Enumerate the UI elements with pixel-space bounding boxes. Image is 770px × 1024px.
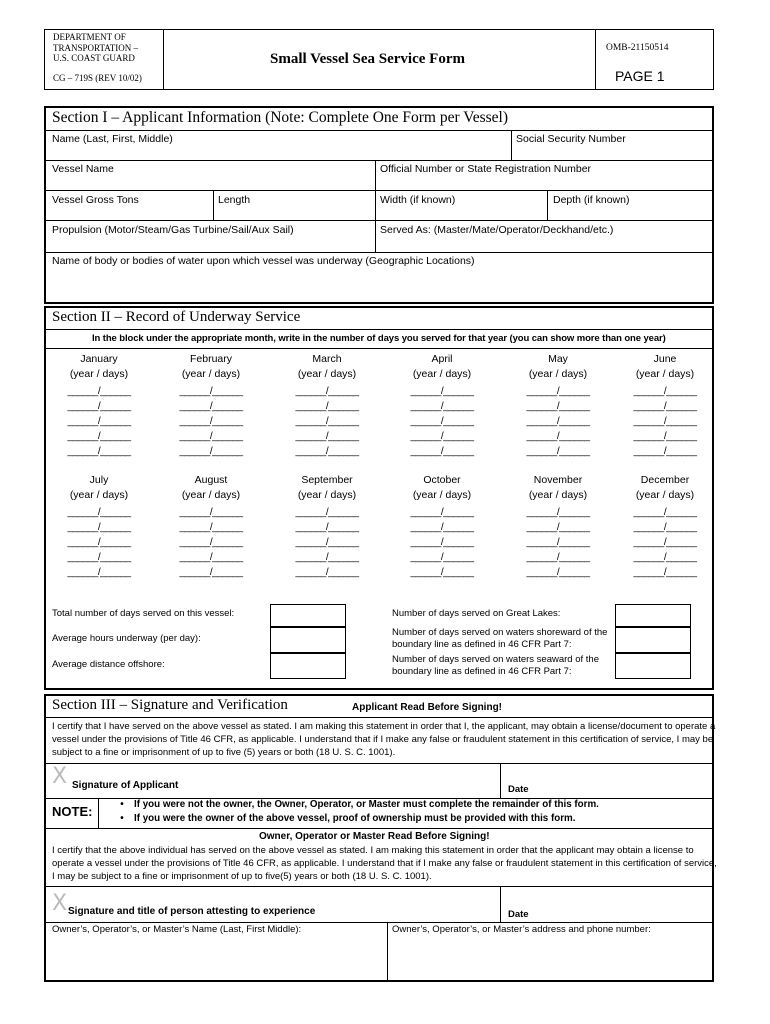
- year-days-entry[interactable]: ______/______: [633, 416, 697, 427]
- served-as-field[interactable]: Served As: (Master/Mate/Operator/Deckhand/etc.): [380, 224, 614, 236]
- month-name: December: [640, 474, 690, 486]
- waters-field[interactable]: Name of body or bodies of water upon which vessel was underway (Geographic Locations): [52, 255, 475, 267]
- avg-hours-label: Average hours underway (per day):: [52, 633, 201, 644]
- month-name: August: [194, 474, 228, 486]
- form-code: CG – 719S (REV 10/02): [53, 73, 142, 83]
- year-days-entry[interactable]: ______/______: [410, 386, 474, 397]
- note-item-2: • If you were the owner of the above vessel, proof of ownership must be provided with this form.: [110, 813, 575, 825]
- official-number-field[interactable]: Official Number or State Registration Number: [380, 163, 592, 175]
- year-days-entry[interactable]: ______/______: [179, 507, 243, 518]
- name-field[interactable]: Name (Last, First, Middle): [52, 133, 173, 145]
- month-block-may: [503, 352, 613, 459]
- year-days-entry[interactable]: ______/______: [67, 401, 131, 412]
- applicant-date-field[interactable]: Date: [508, 784, 529, 795]
- department-name: DEPARTMENT OF TRANSPORTATION – U.S. COAST GUARD: [53, 32, 138, 63]
- vessel-name-field[interactable]: Vessel Name: [52, 163, 114, 175]
- year-days-entry[interactable]: ______/______: [410, 522, 474, 533]
- year-days-entry[interactable]: ______/______: [633, 567, 697, 578]
- year-days-entry[interactable]: ______/______: [526, 431, 590, 442]
- year-days-entry[interactable]: ______/______: [410, 567, 474, 578]
- year-days-entry[interactable]: ______/______: [67, 567, 131, 578]
- month-block-october: [387, 473, 497, 580]
- propulsion-field[interactable]: Propulsion (Motor/Steam/Gas Turbine/Sail/Aux Sail): [52, 224, 294, 236]
- year-days-entry[interactable]: ______/______: [179, 401, 243, 412]
- year-days-entry[interactable]: ______/______: [633, 507, 697, 518]
- ssn-field[interactable]: Social Security Number: [516, 133, 626, 145]
- owner-read-before: Owner, Operator or Master Read Before Signing!: [259, 831, 490, 842]
- year-days-entry[interactable]: ______/______: [410, 446, 474, 457]
- year-days-entry[interactable]: ______/______: [67, 507, 131, 518]
- shoreward-label: Number of days served on waters shoreward of the boundary line as defined in 46 CFR Part 7:: [392, 627, 608, 650]
- month-name: March: [312, 353, 342, 365]
- year-days-entry[interactable]: ______/______: [179, 522, 243, 533]
- year-days-header: (year / days): [297, 368, 357, 380]
- year-days-header: (year / days): [412, 368, 472, 380]
- year-days-entry[interactable]: ______/______: [410, 401, 474, 412]
- year-days-entry[interactable]: ______/______: [633, 552, 697, 563]
- width-field[interactable]: Width (if known): [380, 194, 456, 206]
- year-days-entry[interactable]: ______/______: [410, 537, 474, 548]
- page-number: PAGE 1: [615, 68, 665, 84]
- year-days-entry[interactable]: ______/______: [179, 431, 243, 442]
- month-name: November: [533, 474, 583, 486]
- year-days-header: (year / days): [528, 489, 588, 501]
- year-days-entry[interactable]: ______/______: [67, 552, 131, 563]
- year-days-entry[interactable]: ______/______: [410, 552, 474, 563]
- total-days-input[interactable]: [270, 604, 346, 627]
- section-3-title: Section III – Signature and Verification: [52, 697, 288, 713]
- applicant-signature-field[interactable]: Signature of Applicant: [72, 780, 179, 791]
- section-1-title: Section I – Applicant Information (Note: Complete One Form per Vessel): [52, 109, 509, 126]
- year-days-header: (year / days): [181, 368, 241, 380]
- year-days-entry[interactable]: ______/______: [633, 401, 697, 412]
- year-days-entry[interactable]: ______/______: [526, 522, 590, 533]
- year-days-entry[interactable]: ______/______: [526, 552, 590, 563]
- year-days-header: (year / days): [69, 368, 129, 380]
- bullet-icon: •: [120, 799, 124, 810]
- year-days-entry[interactable]: ______/______: [526, 416, 590, 427]
- year-days-entry[interactable]: ______/______: [295, 522, 359, 533]
- year-days-entry[interactable]: ______/______: [295, 552, 359, 563]
- year-days-header: (year / days): [297, 489, 357, 501]
- month-block-september: [272, 473, 382, 580]
- year-days-entry[interactable]: ______/______: [295, 431, 359, 442]
- month-block-march: [272, 352, 382, 459]
- month-block-january: [44, 352, 154, 459]
- seaward-input[interactable]: [615, 653, 691, 679]
- year-days-entry[interactable]: ______/______: [526, 537, 590, 548]
- year-days-entry[interactable]: ______/______: [410, 431, 474, 442]
- year-days-entry[interactable]: ______/______: [67, 386, 131, 397]
- year-days-entry[interactable]: ______/______: [633, 522, 697, 533]
- omb-number: OMB-21150514: [606, 43, 669, 53]
- year-days-entry[interactable]: ______/______: [67, 416, 131, 427]
- year-days-entry[interactable]: ______/______: [526, 401, 590, 412]
- year-days-entry[interactable]: ______/______: [295, 507, 359, 518]
- great-lakes-label: Number of days served on Great Lakes:: [392, 608, 561, 619]
- year-days-entry[interactable]: ______/______: [179, 552, 243, 563]
- applicant-read-before: Applicant Read Before Signing!: [352, 702, 503, 713]
- month-name: January: [80, 353, 118, 365]
- month-block-august: [156, 473, 266, 580]
- owner-name-field[interactable]: Owner’s, Operator’s, or Master’s Name (Last, First Middle):: [52, 924, 302, 935]
- header-divider-right: [595, 29, 596, 90]
- month-name: May: [548, 353, 568, 365]
- seaward-label: Number of days served on waters seaward of the boundary line as defined in 46 CFR Part 7:: [392, 654, 599, 677]
- year-days-entry[interactable]: ______/______: [295, 401, 359, 412]
- attest-x-icon: X: [52, 891, 68, 916]
- year-days-header: (year / days): [635, 489, 695, 501]
- month-block-april: [387, 352, 497, 459]
- month-name: June: [653, 353, 677, 365]
- year-days-entry[interactable]: ______/______: [295, 386, 359, 397]
- avg-distance-label: Average distance offshore:: [52, 659, 165, 670]
- note-item-1: • If you were not the owner, the Owner, Operator, or Master must complete the remainder of this form.: [110, 799, 599, 811]
- year-days-header: (year / days): [635, 368, 695, 380]
- owner-address-field[interactable]: Owner’s, Operator’s, or Master’s address and phone number:: [392, 924, 651, 935]
- month-block-july: [44, 473, 154, 580]
- year-days-entry[interactable]: ______/______: [179, 386, 243, 397]
- bullet-icon: •: [120, 813, 124, 824]
- total-days-label: Total number of days served on this vessel:: [52, 608, 235, 619]
- header-divider-left: [163, 29, 164, 90]
- month-block-november: [503, 473, 613, 580]
- month-name: February: [189, 353, 232, 365]
- month-block-december: [610, 473, 720, 580]
- month-name: April: [431, 353, 453, 365]
- attest-date-field[interactable]: Date: [508, 909, 529, 920]
- year-days-entry[interactable]: ______/______: [410, 416, 474, 427]
- year-days-entry[interactable]: ______/______: [67, 446, 131, 457]
- year-days-entry[interactable]: ______/______: [295, 416, 359, 427]
- year-days-entry[interactable]: ______/______: [633, 386, 697, 397]
- year-days-header: (year / days): [528, 368, 588, 380]
- year-days-entry[interactable]: ______/______: [67, 431, 131, 442]
- length-field[interactable]: Length: [218, 194, 251, 206]
- month-block-june: [610, 352, 720, 459]
- year-days-entry[interactable]: ______/______: [179, 537, 243, 548]
- year-days-entry[interactable]: ______/______: [633, 537, 697, 548]
- year-days-entry[interactable]: ______/______: [295, 446, 359, 457]
- applicant-certification: I certify that I have served on the above vessel as stated. I am making this statement in order that I, the applicant, may obtain a license/document to operate a vessel under the provisions of Title 46 CFR, as applicable. I understand that if I make any false or fraudulent statement in this certification of service, I may be subject to a fine or imprisonment of up to five (5) years or both (18 U. S. C. 1001).: [52, 721, 716, 758]
- year-days-entry[interactable]: ______/______: [295, 537, 359, 548]
- section-2-title: Section II – Record of Underway Service: [52, 309, 301, 325]
- year-days-entry[interactable]: ______/______: [179, 567, 243, 578]
- year-days-entry[interactable]: ______/______: [526, 446, 590, 457]
- month-name: September: [301, 474, 353, 486]
- year-days-header: (year / days): [181, 489, 241, 501]
- great-lakes-input[interactable]: [615, 604, 691, 627]
- year-days-entry[interactable]: ______/______: [526, 386, 590, 397]
- year-days-entry[interactable]: ______/______: [633, 446, 697, 457]
- year-days-entry[interactable]: ______/______: [526, 507, 590, 518]
- year-days-entry[interactable]: ______/______: [633, 431, 697, 442]
- avg-hours-input[interactable]: [270, 627, 346, 653]
- year-days-entry[interactable]: ______/______: [295, 567, 359, 578]
- shoreward-input[interactable]: [615, 627, 691, 653]
- gross-tons-field[interactable]: Vessel Gross Tons: [52, 194, 139, 206]
- service-instruction: In the block under the appropriate month, write in the number of days you served for that year (you can show more than one year): [92, 333, 666, 344]
- avg-distance-input[interactable]: [270, 653, 346, 679]
- year-days-header: (year / days): [412, 489, 472, 501]
- year-days-header: (year / days): [69, 489, 129, 501]
- month-block-february: [156, 352, 266, 459]
- year-days-entry[interactable]: ______/______: [67, 537, 131, 548]
- signature-x-icon: X: [52, 764, 68, 789]
- form-title: Small Vessel Sea Service Form: [270, 51, 465, 67]
- attest-signature-field[interactable]: Signature and title of person attesting to experience: [68, 906, 316, 917]
- note-label: NOTE:: [52, 804, 93, 819]
- year-days-entry[interactable]: ______/______: [179, 446, 243, 457]
- year-days-entry[interactable]: ______/______: [410, 507, 474, 518]
- depth-field[interactable]: Depth (if known): [553, 194, 630, 206]
- year-days-entry[interactable]: ______/______: [526, 567, 590, 578]
- month-name: July: [89, 474, 109, 486]
- owner-certification: I certify that the above individual has served on the above vessel as stated. I am making this statement in order that the applicant may obtain a license to operate a vessel under the provisions of Title 46 CFR, as applicable. I understand that if I make any false or fraudulent statement in this certification of service, I may be subject to a fine or imprisonment of up to five(5) years or both (18 U. S. C. 1001).: [52, 845, 717, 882]
- year-days-entry[interactable]: ______/______: [179, 416, 243, 427]
- year-days-entry[interactable]: ______/______: [67, 522, 131, 533]
- month-name: October: [423, 474, 461, 486]
